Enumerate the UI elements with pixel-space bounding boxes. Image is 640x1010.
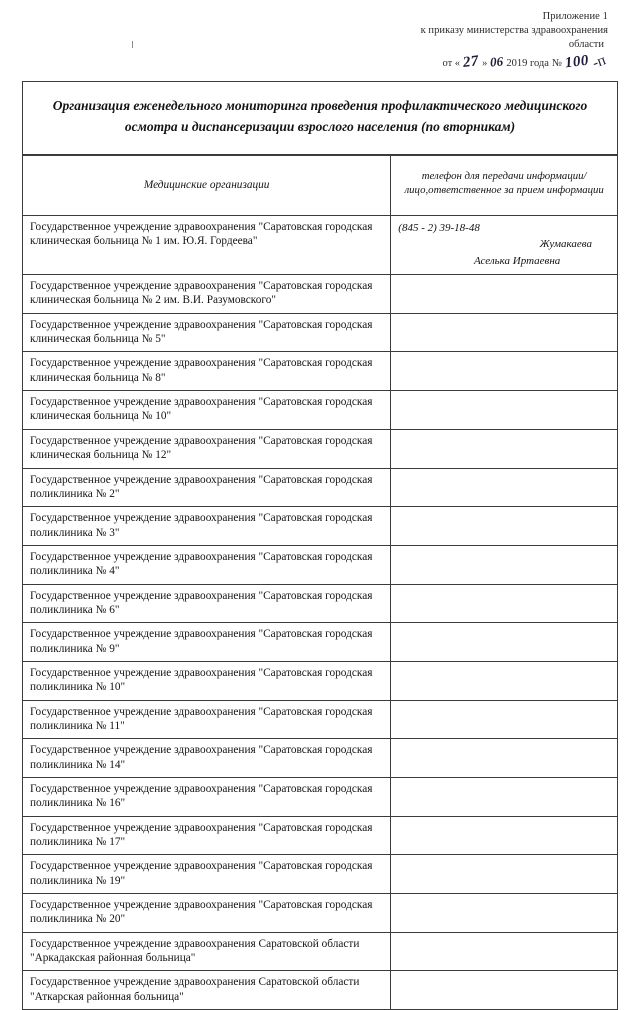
date-quote: »	[482, 57, 488, 69]
cell-organization: Государственное учреждение здравоохранения "Саратовская городская клиническая больница № 8"	[23, 352, 391, 391]
cell-organization: Государственное учреждение здравоохранения "Саратовская городская клиническая больница № 1 им. Ю.Я. Гордеева"	[23, 215, 391, 275]
order-number-handwritten: 100	[564, 52, 590, 71]
table-row	[23, 215, 617, 275]
date-day-handwritten: 27	[462, 52, 480, 71]
cell-organization: Государственное учреждение здравоохранения "Саратовская городская поликлиника № 20"	[23, 894, 391, 933]
table-row	[23, 391, 617, 430]
table-head	[23, 156, 617, 215]
cell-contact	[391, 894, 617, 933]
stray-pen-mark	[132, 41, 133, 48]
cell-contact	[391, 429, 617, 468]
cell-organization: Государственное учреждение здравоохранения Саратовской области "Аркадакская районная больница"	[23, 932, 391, 971]
cell-contact	[391, 932, 617, 971]
cell-contact	[391, 468, 617, 507]
table-row	[23, 739, 617, 778]
cell-contact	[391, 391, 617, 430]
table-row	[23, 932, 617, 971]
cell-contact	[391, 584, 617, 623]
cell-organization: Государственное учреждение здравоохранения "Саратовская городская поликлиника № 9"	[23, 623, 391, 662]
cell-contact	[391, 623, 617, 662]
header-appendix-label: Приложение 1	[542, 11, 608, 22]
cell-organization: Государственное учреждение здравоохранения "Саратовская городская клиническая больница № 10"	[23, 391, 391, 430]
number-label: №	[551, 57, 562, 69]
table-row	[23, 545, 617, 584]
cell-contact	[391, 352, 617, 391]
cell-contact	[391, 855, 617, 894]
document-header	[22, 10, 618, 72]
cell-organization: Государственное учреждение здравоохранения "Саратовская городская клиническая больница № 2 им. В.И. Разумовского"	[23, 275, 391, 314]
cell-organization: Государственное учреждение здравоохранения "Саратовская городская клиническая больница № 5"	[23, 313, 391, 352]
table-header-row	[23, 156, 617, 215]
document-frame	[22, 81, 618, 1010]
table-row	[23, 661, 617, 700]
table-row	[23, 507, 617, 546]
cell-contact	[391, 507, 617, 546]
contact-person-surname: Жумакаева	[539, 238, 592, 251]
table-row	[23, 700, 617, 739]
cell-organization: Государственное учреждение здравоохранения "Саратовская городская поликлиника № 6"	[23, 584, 391, 623]
header-order-reference: к приказу министерства здравоохранения	[420, 24, 608, 36]
table-row	[23, 623, 617, 662]
table-row	[23, 313, 617, 352]
column-header-organizations: Медицинские организации	[23, 156, 391, 215]
cell-contact	[391, 215, 617, 275]
table-row	[23, 778, 617, 817]
cell-organization: Государственное учреждение здравоохранения "Саратовская городская поликлиника № 17"	[23, 816, 391, 855]
cell-contact	[391, 971, 617, 1009]
header-region-label: области	[568, 38, 604, 50]
table-body	[23, 215, 617, 1009]
table-row	[23, 584, 617, 623]
cell-organization: Государственное учреждение здравоохранения "Саратовская городская поликлиника № 14"	[23, 739, 391, 778]
cell-organization: Государственное учреждение здравоохранения "Саратовская городская поликлиника № 16"	[23, 778, 391, 817]
cell-organization: Государственное учреждение здравоохранения "Саратовская городская поликлиника № 2"	[23, 468, 391, 507]
contact-phone: (845 - 2) 39-18-48	[398, 221, 480, 234]
table-row	[23, 352, 617, 391]
date-prefix: от «	[442, 57, 461, 69]
table-row	[23, 855, 617, 894]
table-row	[23, 429, 617, 468]
table-row	[23, 816, 617, 855]
cell-organization: Государственное учреждение здравоохранения "Саратовская городская поликлиника № 3"	[23, 507, 391, 546]
cell-contact	[391, 700, 617, 739]
order-number-suffix: -п	[590, 51, 609, 72]
cell-contact	[391, 313, 617, 352]
table-row	[23, 894, 617, 933]
cell-organization: Государственное учреждение здравоохранения "Саратовская городская клиническая больница № 12"	[23, 429, 391, 468]
cell-organization: Государственное учреждение здравоохранения "Саратовская городская поликлиника № 11"	[23, 700, 391, 739]
date-year: 2019 года	[506, 57, 549, 69]
header-date-row	[22, 53, 608, 73]
table-row	[23, 468, 617, 507]
document-title: Организация еженедельного мониторинга проведения профилактического медицинского осмотра и диспансеризации взрослого населения (по вторникам)	[23, 82, 617, 155]
cell-organization: Государственное учреждение здравоохранения Саратовской области "Аткарская районная больница"	[23, 971, 391, 1009]
cell-organization: Государственное учреждение здравоохранения "Саратовская городская поликлиника № 10"	[23, 661, 391, 700]
column-header-contact: телефон для передачи информации/лицо,ответственное за прием информации	[391, 156, 617, 215]
contact-info	[398, 220, 610, 270]
cell-contact	[391, 778, 617, 817]
date-month-handwritten: 06	[489, 53, 504, 70]
contact-person-name: Аселька Иртаевна	[473, 254, 561, 267]
cell-organization: Государственное учреждение здравоохранения "Саратовская городская поликлиника № 19"	[23, 855, 391, 894]
cell-organization: Государственное учреждение здравоохранения "Саратовская городская поликлиника № 4"	[23, 545, 391, 584]
cell-contact	[391, 545, 617, 584]
monitoring-table	[23, 155, 617, 1009]
table-row	[23, 971, 617, 1009]
cell-contact	[391, 275, 617, 314]
cell-contact	[391, 739, 617, 778]
cell-contact	[391, 661, 617, 700]
cell-contact	[391, 816, 617, 855]
table-row	[23, 275, 617, 314]
